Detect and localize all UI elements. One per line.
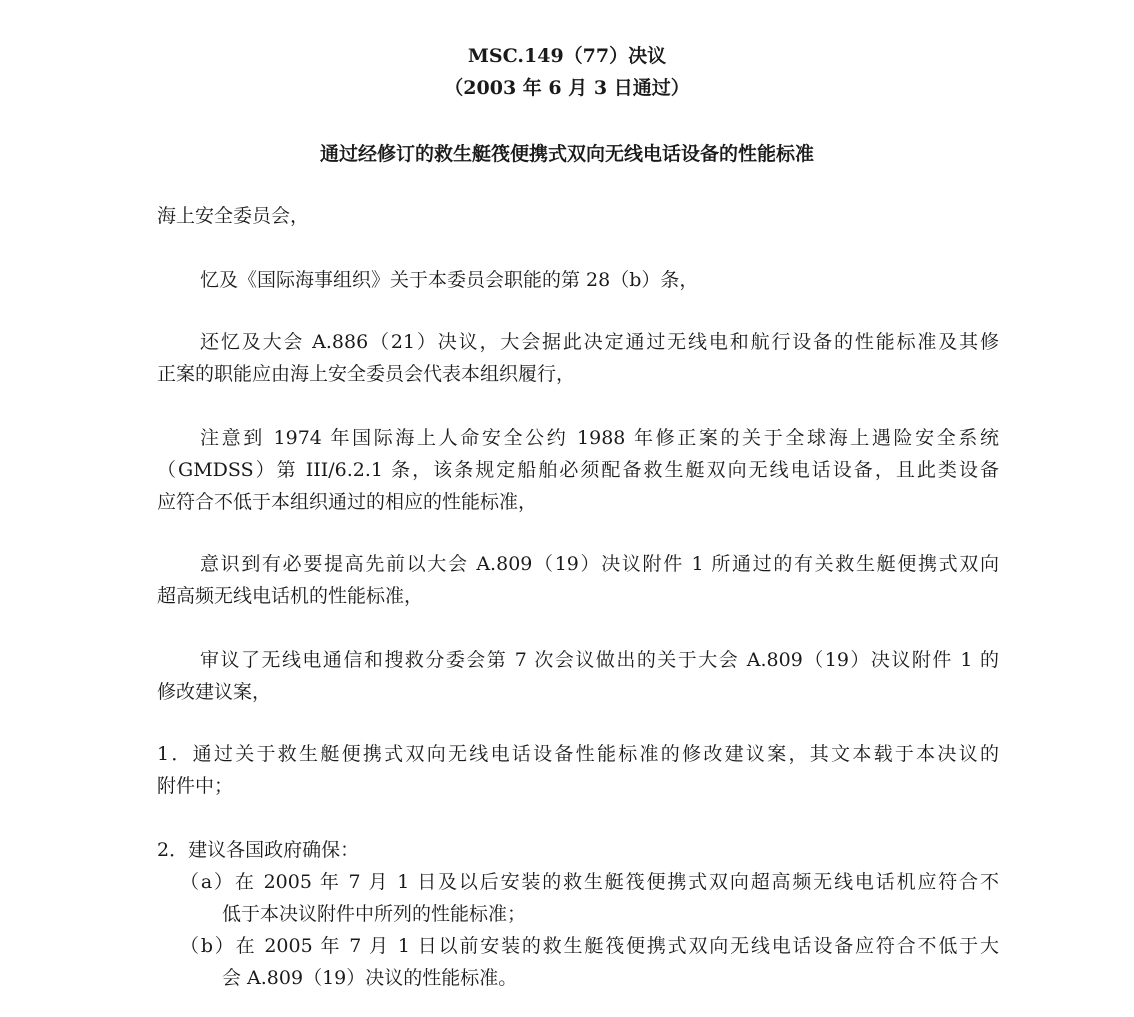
operative-item-2a-line1: （a）在 2005 年 7 月 1 日及以后安装的救生艇筏便携式双向超高频无线电话机应符合不 [180, 871, 999, 893]
document-title: 通过经修订的救生艇筏便携式双向无线电话设备的性能标准 [319, 143, 814, 165]
paragraph-recognizing-line1: 意识到有必要提高先前以大会 A.809（19）决议附件 1 所通过的有关救生艇便携式双向 [200, 553, 999, 575]
adoption-date: （2003 年 6 月 3 日通过） [444, 77, 690, 99]
operative-item-2b-line1: （b）在 2005 年 7 月 1 日以前安装的救生艇筏便携式双向无线电话设备应符合不低于大 [180, 935, 999, 957]
operative-item-2b-line2: 会 A.809（19）决议的性能标准。 [222, 967, 518, 989]
paragraph-noting-line1: 注意到 1974 年国际海上人命安全公约 1988 年修正案的关于全球海上遇险安全系统 [200, 427, 999, 449]
operative-item-1-line1: 1．通过关于救生艇便携式双向无线电话设备性能标准的修改建议案，其文本载于本决议的 [157, 743, 999, 765]
opening-line: 海上安全委员会， [157, 205, 310, 227]
operative-item-1-line2: 附件中； [157, 775, 234, 797]
paragraph-recalling-resolution-line1: 还忆及大会 A.886（21）决议，大会据此决定通过无线电和航行设备的性能标准及其修 [200, 331, 999, 353]
operative-item-2a-line2: 低于本决议附件中所列的性能标准； [222, 903, 527, 925]
paragraph-recalling-article: 忆及《国际海事组织》关于本委员会职能的第 28（b）条， [200, 269, 699, 291]
paragraph-noting-line2: （GMDSS）第 III/6.2.1 条，该条规定船舶必须配备救生艇双向无线电话设备，且此类设备 [157, 459, 999, 481]
paragraph-noting-line3: 应符合不低于本组织通过的相应的性能标准， [157, 491, 538, 513]
resolution-title: MSC.149（77）决议 [467, 45, 667, 67]
paragraph-considering-line1: 审议了无线电通信和搜救分委会第 7 次会议做出的关于大会 A.809（19）决议附件 1 的 [200, 649, 999, 671]
paragraph-considering-line2: 修改建议案， [157, 681, 272, 703]
paragraph-recalling-resolution-line2: 正案的职能应由海上安全委员会代表本组织履行， [157, 363, 576, 385]
paragraph-recognizing-line2: 超高频无线电话机的性能标准， [157, 585, 424, 607]
operative-item-2: 2．建议各国政府确保： [157, 839, 360, 861]
